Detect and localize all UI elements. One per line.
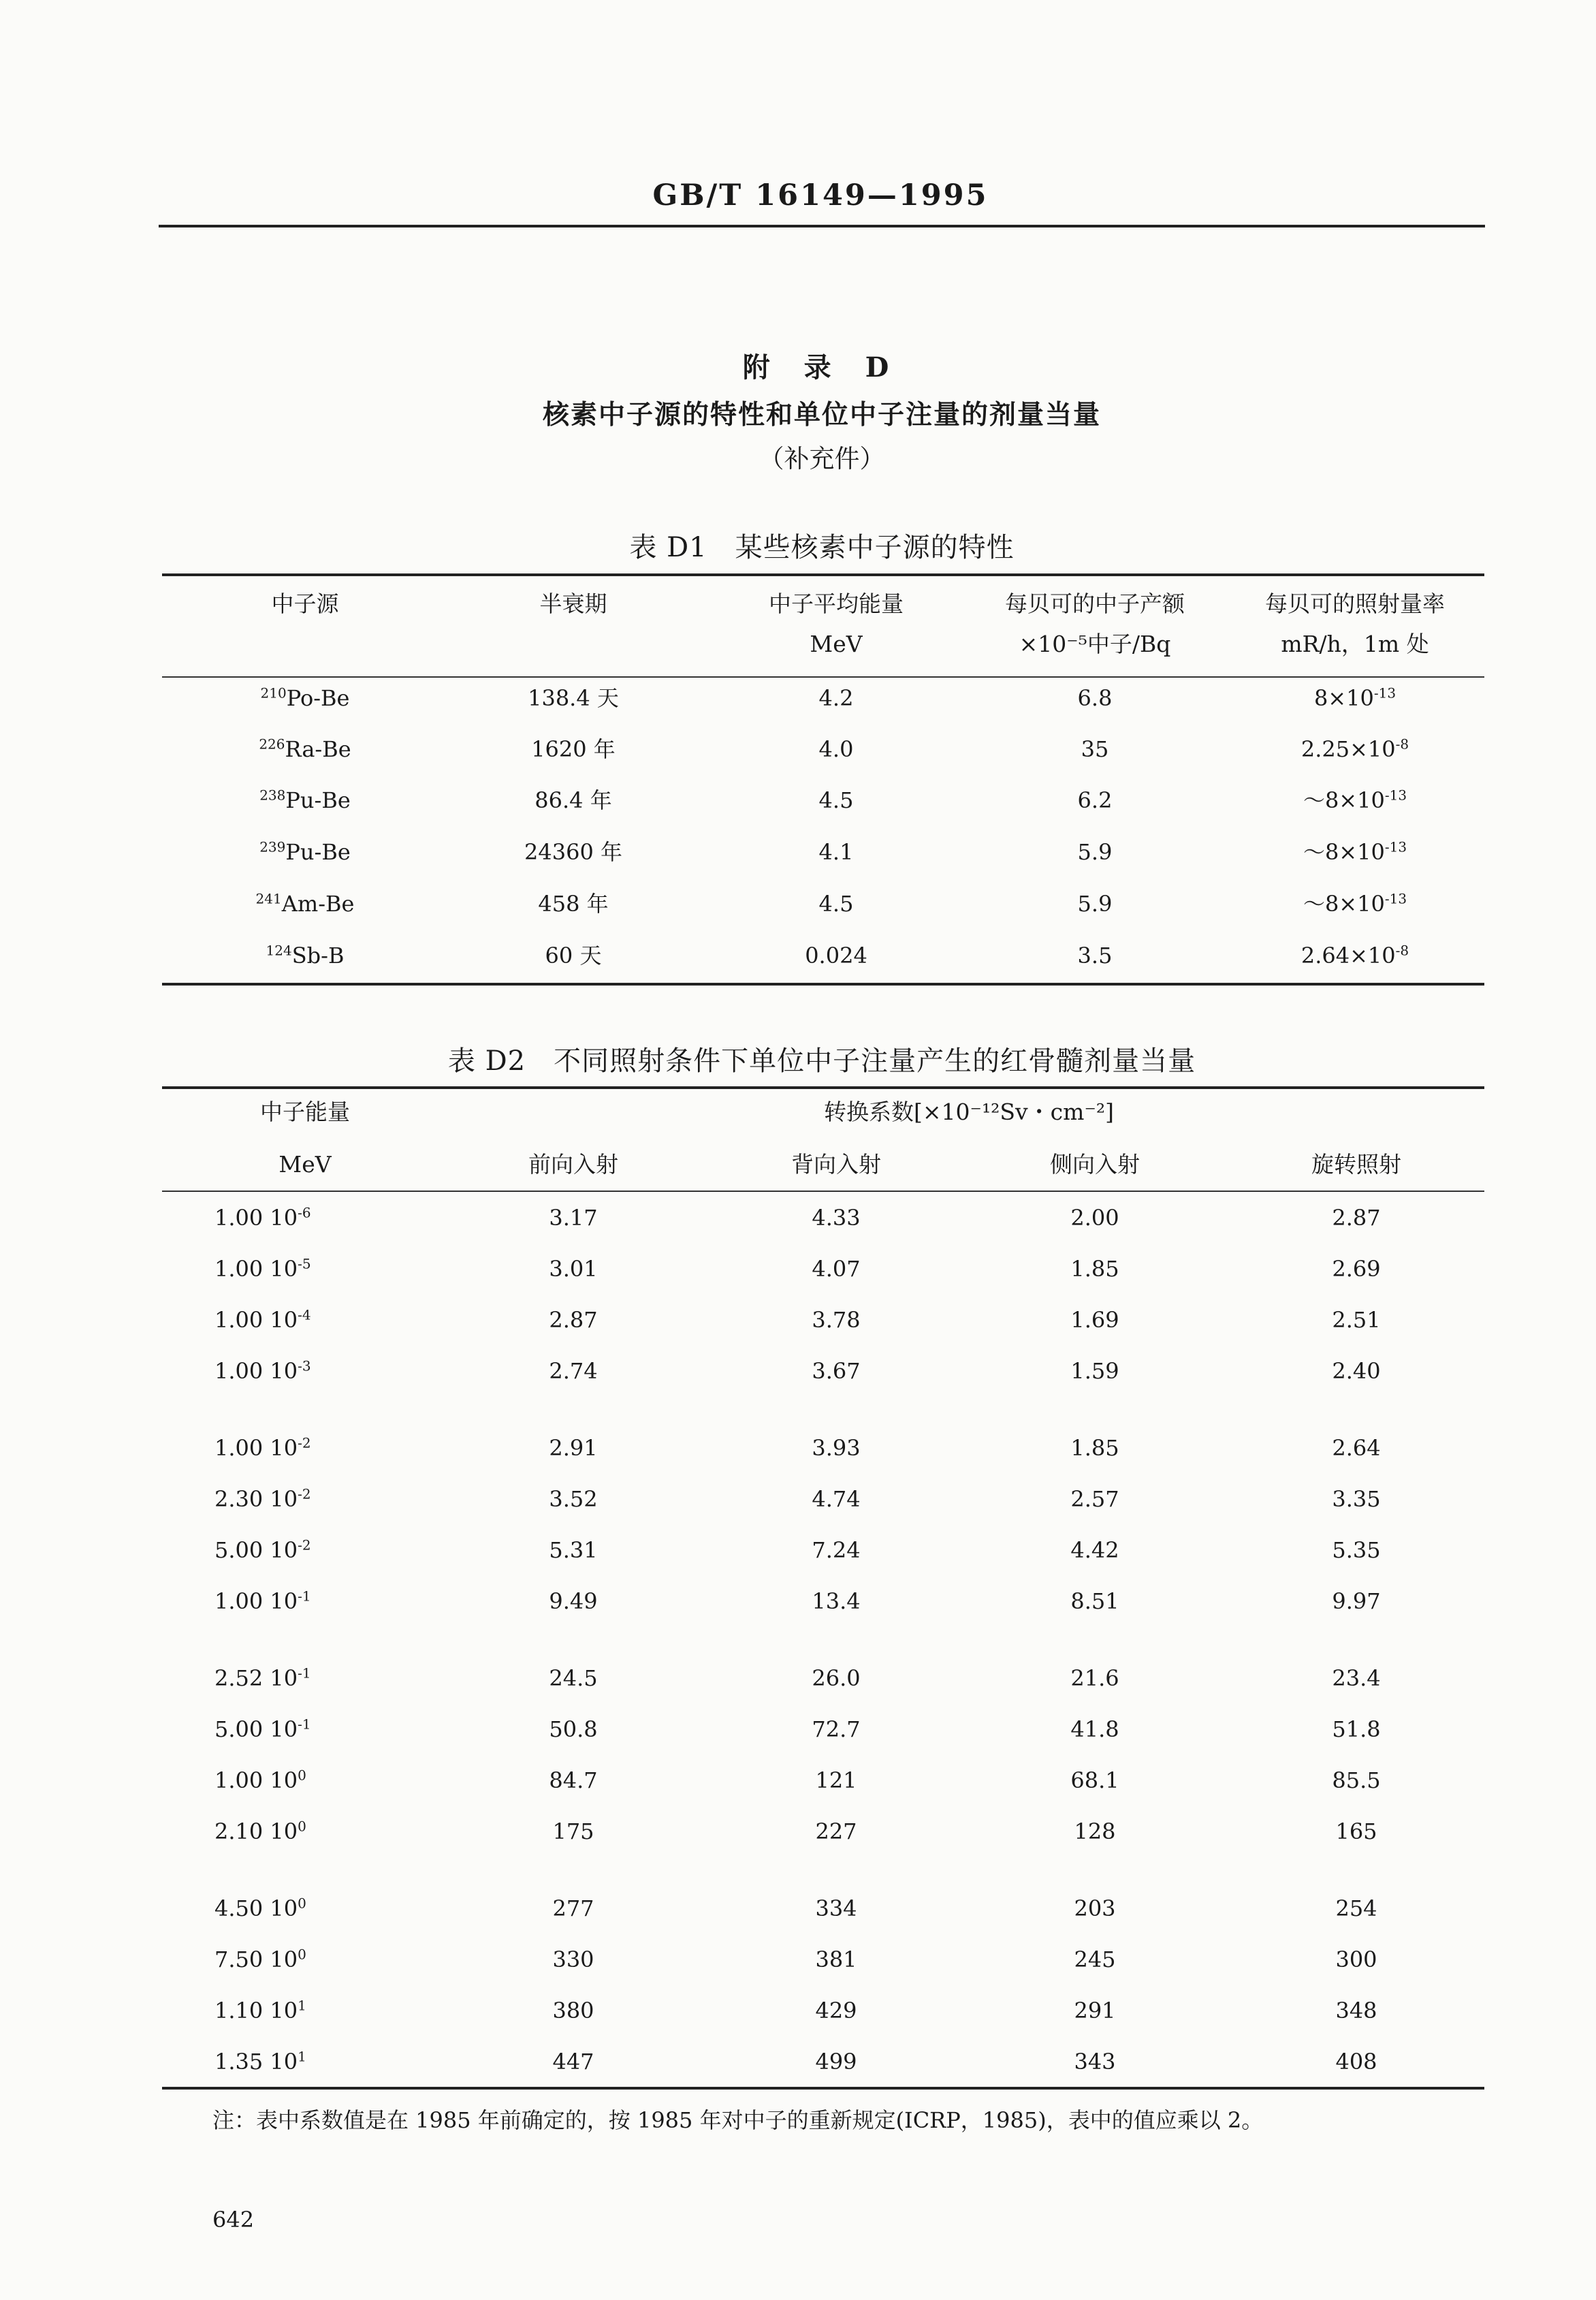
exposure-exponent: -8 (1395, 736, 1409, 753)
side-value-cell: 1.85 (1070, 1435, 1119, 1461)
table-row (162, 1997, 1484, 2024)
table-d2-footnote: 注：表中系数值是在 1985 年前确定的，按 1985 年对中子的重新规定(ICRP，1985)，表中的值应乘以 2。 (212, 2107, 1264, 2133)
energy-cell (214, 1997, 306, 2024)
rotational-value-cell: 300 (1335, 1947, 1377, 1972)
exposure-exponent: -8 (1395, 942, 1409, 959)
table-row (162, 1895, 1484, 1922)
front-value-cell: 380 (552, 1998, 594, 2023)
back-value-cell: 429 (815, 1998, 857, 2023)
yield-cell: 3.5 (1077, 943, 1113, 968)
energy-cell (214, 1946, 306, 1973)
table-row (162, 2048, 1484, 2075)
table-row (162, 890, 1484, 917)
exposure-exponent: -13 (1373, 684, 1396, 702)
d1-head-source: 中子源 (271, 590, 339, 617)
table-row (162, 1357, 1484, 1385)
rotational-value-cell: 2.69 (1332, 1256, 1381, 1282)
rotational-value-cell: 408 (1335, 2049, 1377, 2075)
table-row (162, 1537, 1484, 1564)
halflife-cell: 24360 年 (524, 839, 622, 865)
side-value-cell: 21.6 (1070, 1665, 1119, 1691)
back-value-cell: 3.93 (812, 1435, 861, 1461)
energy-cell: 4.1 (818, 839, 854, 865)
rotational-value-cell: 9.97 (1332, 1588, 1381, 1614)
exposure-mantissa: 2.25×10 (1300, 736, 1396, 762)
energy-cell (214, 1537, 311, 1564)
energy-cell (214, 1665, 311, 1692)
side-value-cell: 128 (1074, 1818, 1116, 1844)
exposure-exponent: -13 (1384, 838, 1407, 855)
exposure-cell (1303, 838, 1407, 866)
exposure-mantissa: 2.64×10 (1300, 943, 1396, 968)
rotational-value-cell: 3.35 (1332, 1486, 1381, 1512)
energy-mantissa: 1.00 10 (214, 1358, 298, 1384)
energy-cell: 4.2 (818, 685, 854, 711)
table-d1-header-rule (162, 676, 1484, 678)
energy-exponent: -1 (298, 1588, 311, 1605)
source-cell (259, 736, 351, 763)
exposure-cell (1301, 736, 1409, 763)
energy-exponent: 1 (298, 1997, 306, 2014)
side-value-cell: 4.42 (1070, 1537, 1119, 1563)
table-row (162, 1204, 1484, 1231)
energy-cell (214, 1767, 306, 1794)
energy-exponent: -2 (298, 1485, 311, 1502)
appendix-label: 附 录 D (742, 351, 901, 383)
mass-number: 226 (259, 736, 285, 753)
energy-exponent: -1 (298, 1665, 311, 1682)
exposure-mantissa: ～8×10 (1303, 787, 1385, 813)
energy-exponent: 0 (298, 1895, 306, 1912)
energy-cell (214, 1485, 311, 1513)
standard-code: GB/T 16149—1995 (652, 178, 989, 212)
energy-mantissa: 2.30 10 (214, 1486, 298, 1512)
energy-mantissa: 1.00 10 (214, 1307, 298, 1333)
table-row (162, 787, 1484, 814)
energy-cell: 4.5 (818, 787, 854, 813)
halflife-cell: 86.4 年 (534, 787, 612, 813)
yield-cell: 5.9 (1077, 839, 1113, 865)
energy-exponent: 1 (298, 2048, 306, 2065)
rotational-value-cell: 254 (1335, 1895, 1377, 1921)
energy-exponent: -5 (298, 1255, 311, 1272)
back-value-cell: 227 (815, 1818, 857, 1844)
side-value-cell: 2.57 (1070, 1486, 1119, 1512)
exposure-exponent: -13 (1384, 787, 1407, 804)
front-value-cell: 447 (552, 2049, 594, 2075)
front-value-cell: 2.91 (549, 1435, 598, 1461)
exposure-cell (1303, 890, 1407, 917)
rotational-value-cell: 348 (1335, 1998, 1377, 2023)
energy-cell (214, 1204, 311, 1231)
side-value-cell: 41.8 (1070, 1716, 1119, 1742)
front-value-cell: 3.01 (549, 1256, 598, 1282)
table-row (162, 838, 1484, 866)
side-value-cell: 1.85 (1070, 1256, 1119, 1282)
back-value-cell: 334 (815, 1895, 857, 1921)
source-cell (259, 838, 351, 866)
halflife-cell: 60 天 (545, 943, 602, 968)
energy-mantissa: 4.50 10 (214, 1895, 298, 1921)
back-value-cell: 13.4 (812, 1588, 861, 1614)
rotational-value-cell: 51.8 (1332, 1716, 1381, 1742)
rotational-value-cell: 5.35 (1332, 1537, 1381, 1563)
front-value-cell: 2.87 (549, 1307, 598, 1333)
source-name: Ra-Be (285, 736, 351, 762)
header-rule (159, 225, 1485, 227)
energy-mantissa: 2.52 10 (214, 1665, 298, 1691)
table-row (162, 1255, 1484, 1282)
side-value-cell: 68.1 (1070, 1767, 1119, 1793)
table-d2-bottom-rule (162, 2087, 1484, 2090)
side-value-cell: 203 (1074, 1895, 1116, 1921)
side-value-cell: 8.51 (1070, 1588, 1119, 1614)
table-d2-header-rule (162, 1191, 1484, 1192)
table-row (162, 736, 1484, 763)
energy-exponent: -4 (298, 1306, 311, 1323)
front-value-cell: 5.31 (549, 1537, 598, 1563)
source-name: Sb-B (291, 943, 345, 968)
rotational-value-cell: 2.40 (1332, 1358, 1381, 1384)
rotational-value-cell: 2.64 (1332, 1435, 1381, 1461)
source-name: Pu-Be (285, 787, 351, 813)
side-value-cell: 291 (1074, 1998, 1116, 2023)
table-d1-caption: 表 D1 某些核素中子源的特性 (629, 532, 1015, 563)
table-row (162, 1716, 1484, 1743)
exposure-cell (1303, 787, 1407, 814)
table-d1-top-rule (162, 573, 1484, 576)
d2-head-factor: 转换系数[×10⁻¹²Sv・cm⁻²] (824, 1099, 1114, 1125)
rotational-value-cell: 165 (1335, 1818, 1377, 1844)
halflife-cell: 458 年 (538, 891, 609, 917)
source-name: Am-Be (281, 891, 355, 917)
page-number: 642 (212, 2207, 255, 2233)
energy-cell (214, 1255, 311, 1282)
energy-cell: 4.0 (818, 736, 854, 762)
halflife-cell: 138.4 天 (528, 685, 619, 711)
d1-head-energy-unit: MeV (810, 631, 863, 657)
table-row (162, 1485, 1484, 1513)
appendix-subtitle: （补充件） (759, 444, 885, 473)
energy-cell (214, 1306, 311, 1334)
energy-mantissa: 1.00 10 (214, 1767, 298, 1793)
energy-mantissa: 1.35 10 (214, 2049, 298, 2075)
back-value-cell: 4.74 (812, 1486, 861, 1512)
mass-number: 210 (260, 684, 287, 702)
table-d2-top-rule (162, 1086, 1484, 1089)
energy-mantissa: 7.50 10 (214, 1947, 298, 1972)
front-value-cell: 3.52 (549, 1486, 598, 1512)
table-row (162, 1434, 1484, 1462)
energy-exponent: 0 (298, 1818, 306, 1835)
energy-exponent: -3 (298, 1357, 311, 1374)
front-value-cell: 50.8 (549, 1716, 598, 1742)
front-value-cell: 84.7 (549, 1767, 598, 1793)
exposure-exponent: -13 (1384, 890, 1407, 907)
d2-head-energy: 中子能量 (260, 1099, 350, 1125)
energy-exponent: -2 (298, 1434, 311, 1451)
table-row (162, 1946, 1484, 1973)
energy-cell (214, 1434, 311, 1462)
side-value-cell: 1.59 (1070, 1358, 1119, 1384)
side-value-cell: 1.69 (1070, 1307, 1119, 1333)
yield-cell: 6.8 (1077, 685, 1113, 711)
d2-head-col-rotational: 旋转照射 (1311, 1151, 1401, 1178)
source-name: Pu-Be (285, 839, 351, 865)
energy-cell: 4.5 (818, 891, 854, 917)
mass-number: 124 (266, 942, 292, 959)
energy-exponent: -2 (298, 1537, 311, 1554)
back-value-cell: 26.0 (812, 1665, 861, 1691)
d1-head-halflife: 半衰期 (539, 590, 607, 617)
front-value-cell: 2.74 (549, 1358, 598, 1384)
rotational-value-cell: 23.4 (1332, 1665, 1381, 1691)
exposure-mantissa: 8×10 (1313, 685, 1374, 711)
energy-cell: 0.024 (805, 943, 867, 968)
exposure-mantissa: ～8×10 (1303, 839, 1385, 865)
exposure-cell (1301, 942, 1409, 969)
source-cell (259, 787, 351, 814)
front-value-cell: 24.5 (549, 1665, 598, 1691)
table-d2-caption: 表 D2 不同照射条件下单位中子注量产生的红骨髓剂量当量 (447, 1045, 1196, 1077)
energy-exponent: -6 (298, 1204, 311, 1221)
energy-exponent: -1 (298, 1716, 311, 1733)
energy-mantissa: 1.00 10 (214, 1205, 298, 1231)
energy-mantissa: 1.00 10 (214, 1588, 298, 1614)
front-value-cell: 3.17 (549, 1205, 598, 1231)
exposure-cell (1314, 684, 1396, 712)
mass-number: 238 (259, 787, 286, 804)
source-cell (256, 890, 355, 917)
table-row (162, 1767, 1484, 1794)
energy-exponent: 0 (298, 1767, 306, 1784)
table-row (162, 1588, 1484, 1615)
back-value-cell: 121 (815, 1767, 857, 1793)
d2-head-col-back: 背向入射 (791, 1151, 881, 1178)
energy-cell (214, 1895, 306, 1922)
rotational-value-cell: 85.5 (1332, 1767, 1381, 1793)
back-value-cell: 3.78 (812, 1307, 861, 1333)
energy-mantissa: 2.10 10 (214, 1818, 298, 1844)
table-row (162, 684, 1484, 712)
d1-head-yield: 每贝可的中子产额 (1005, 590, 1185, 617)
energy-cell (214, 1716, 311, 1743)
table-row (162, 1306, 1484, 1334)
source-name: Po-Be (286, 685, 350, 711)
side-value-cell: 2.00 (1070, 1205, 1119, 1231)
energy-cell (214, 2048, 306, 2075)
energy-exponent: 0 (298, 1946, 306, 1963)
table-row (162, 1665, 1484, 1692)
d1-head-exposure-unit: mR/h，1m 处 (1281, 631, 1429, 657)
back-value-cell: 381 (815, 1947, 857, 1972)
mass-number: 241 (255, 890, 282, 907)
back-value-cell: 72.7 (812, 1716, 861, 1742)
yield-cell: 5.9 (1077, 891, 1113, 917)
energy-cell (214, 1357, 311, 1385)
halflife-cell: 1620 年 (531, 736, 616, 762)
d2-head-col-side: 侧向入射 (1050, 1151, 1140, 1178)
energy-cell (214, 1588, 311, 1615)
d2-head-col-front: 前向入射 (528, 1151, 618, 1178)
source-cell (266, 942, 345, 969)
back-value-cell: 499 (815, 2049, 857, 2075)
side-value-cell: 343 (1074, 2049, 1116, 2075)
rotational-value-cell: 2.87 (1332, 1205, 1381, 1231)
source-cell (261, 684, 350, 712)
d2-head-unit: MeV (278, 1151, 332, 1178)
appendix-title: 核素中子源的特性和单位中子注量的剂量当量 (542, 399, 1101, 430)
energy-mantissa: 1.00 10 (214, 1256, 298, 1282)
energy-cell (214, 1818, 306, 1845)
d1-head-exposure: 每贝可的照射量率 (1265, 590, 1445, 617)
energy-mantissa: 5.00 10 (214, 1537, 298, 1563)
mass-number: 239 (259, 838, 286, 855)
d1-head-yield-unit: ×10⁻⁵中子/Bq (1019, 631, 1171, 657)
front-value-cell: 9.49 (549, 1588, 598, 1614)
back-value-cell: 4.33 (812, 1205, 861, 1231)
side-value-cell: 245 (1074, 1947, 1116, 1972)
rotational-value-cell: 2.51 (1332, 1307, 1381, 1333)
front-value-cell: 175 (552, 1818, 594, 1844)
yield-cell: 35 (1081, 736, 1109, 762)
energy-mantissa: 1.10 10 (214, 1998, 298, 2023)
d1-head-energy: 中子平均能量 (769, 590, 904, 617)
table-row (162, 942, 1484, 969)
back-value-cell: 4.07 (812, 1256, 861, 1282)
table-d1-bottom-rule (162, 983, 1484, 986)
energy-mantissa: 1.00 10 (214, 1435, 298, 1461)
yield-cell: 6.2 (1077, 787, 1113, 813)
front-value-cell: 330 (552, 1947, 594, 1972)
table-row (162, 1818, 1484, 1845)
energy-mantissa: 5.00 10 (214, 1716, 298, 1742)
front-value-cell: 277 (552, 1895, 594, 1921)
back-value-cell: 3.67 (812, 1358, 861, 1384)
back-value-cell: 7.24 (812, 1537, 861, 1563)
exposure-mantissa: ～8×10 (1303, 891, 1385, 917)
